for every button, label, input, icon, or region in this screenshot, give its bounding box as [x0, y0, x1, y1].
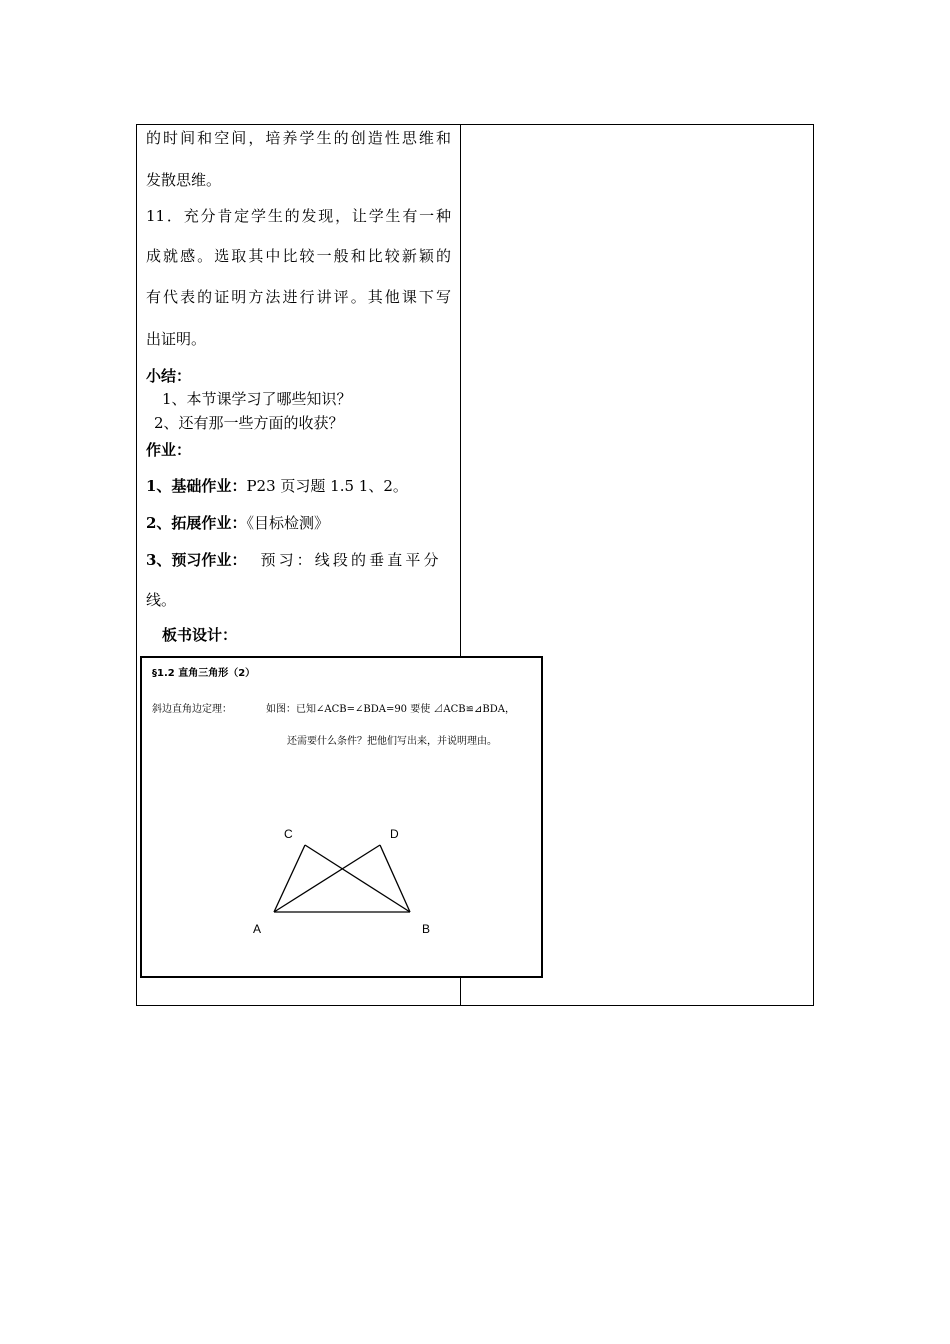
point-label-a: A	[253, 922, 262, 936]
board-title: §1.2 直角三角形（2）	[152, 668, 256, 679]
text-line: 有代表的证明方法进行讲评。其他课下写	[146, 288, 451, 306]
homework-item-continuation: 线。	[146, 591, 177, 609]
summary-item: 1、本节课学习了哪些知识？	[162, 390, 352, 408]
homework-item-preview	[146, 550, 438, 570]
question-line-2: 还需要什么条件？把他们写出来，并说明理由。	[287, 736, 497, 747]
question-line-1: 如图：已知∠ACB=∠BDA=90 要使 ⊿ACB≌⊿BDA，	[266, 704, 515, 715]
point-label-c: C	[284, 827, 293, 841]
board-design-heading: 板书设计：	[162, 626, 238, 644]
theorem-label: 斜边直角边定理：	[152, 704, 232, 715]
text-line: 成就感。选取其中比较一般和比较新颖的	[146, 247, 451, 265]
homework-item-text: 预习：线段的垂直平分	[260, 551, 439, 569]
homework-item-label: 1、基础作业：	[146, 477, 247, 495]
point-label-b: B	[422, 922, 431, 936]
homework-item-extension	[146, 513, 329, 533]
summary-item: 2、还有那一些方面的收获？	[154, 414, 344, 432]
text-line: 出证明。	[146, 330, 207, 348]
summary-heading: 小结：	[146, 367, 192, 385]
homework-item-label: 2、拓展作业：	[146, 514, 247, 532]
homework-heading: 作业：	[146, 441, 192, 459]
point-label-d: D	[390, 827, 399, 841]
homework-item-text: P23 页习题 1.5 1、2。	[246, 477, 408, 495]
homework-item-label: 3、预习作业：	[146, 551, 247, 569]
text-line: 发散思维。	[146, 171, 222, 189]
text-line: 11．充分肯定学生的发现，让学生有一种	[146, 207, 451, 225]
text-line: 的时间和空间，培养学生的创造性思维和	[146, 129, 451, 147]
homework-item-text: 《目标检测》	[246, 514, 329, 532]
board-design-box	[140, 656, 543, 978]
homework-item-basic	[146, 476, 408, 496]
triangle-figure	[142, 658, 541, 976]
segment-cb	[305, 845, 410, 912]
